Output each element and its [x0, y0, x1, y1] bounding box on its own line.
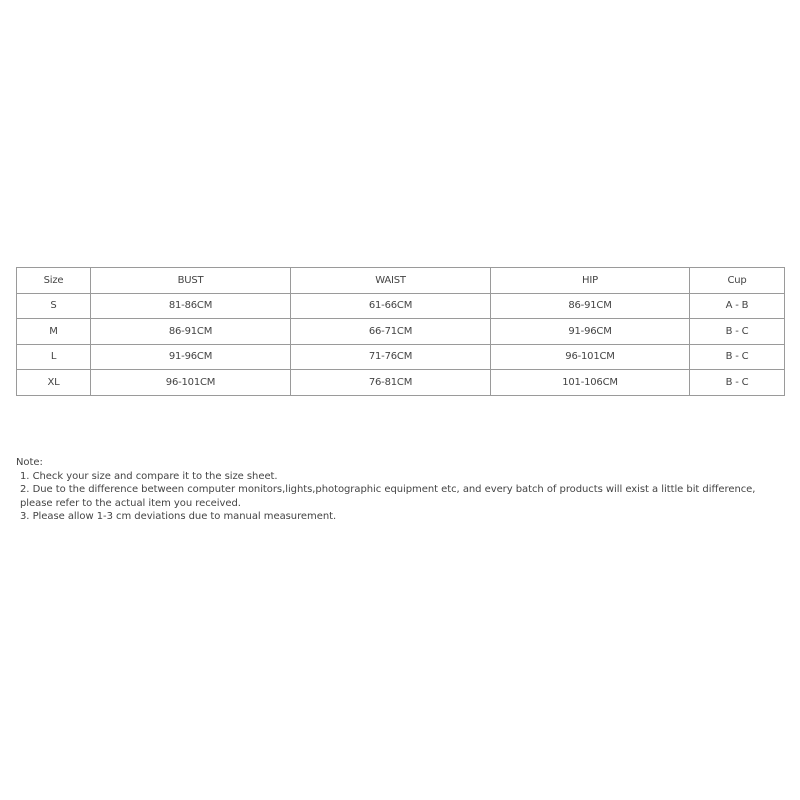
cell-size: L	[17, 344, 91, 370]
cell-hip: 86-91CM	[491, 293, 690, 319]
note-line-2: 2. Due to the difference between computer monitors,lights,photographic equipment etc, and every batch of products will exist a little bit difference,	[20, 484, 756, 495]
cell-hip: 96-101CM	[491, 344, 690, 370]
header-waist: WAIST	[291, 268, 491, 294]
cell-waist: 71-76CM	[291, 344, 491, 370]
cell-hip: 91-96CM	[491, 319, 690, 345]
cell-bust: 86-91CM	[91, 319, 291, 345]
cell-cup: B - C	[690, 370, 785, 396]
table-header-row	[17, 268, 785, 294]
note-line-3: 3. Please allow 1-3 cm deviations due to manual measurement.	[20, 511, 337, 522]
header-size: Size	[17, 268, 91, 294]
notes-section	[16, 456, 791, 524]
table-row	[17, 344, 785, 370]
size-chart-table	[16, 267, 785, 396]
cell-size: M	[17, 319, 91, 345]
cell-size: XL	[17, 370, 91, 396]
header-hip: HIP	[491, 268, 690, 294]
cell-bust: 96-101CM	[91, 370, 291, 396]
cell-cup: B - C	[690, 344, 785, 370]
cell-bust: 91-96CM	[91, 344, 291, 370]
cell-hip: 101-106CM	[491, 370, 690, 396]
cell-waist: 76-81CM	[291, 370, 491, 396]
cell-size: S	[17, 293, 91, 319]
cell-waist: 66-71CM	[291, 319, 491, 345]
table-row	[17, 319, 785, 345]
table-row	[17, 293, 785, 319]
note-line-2-continued: please refer to the actual item you received.	[20, 497, 241, 509]
cell-bust: 81-86CM	[91, 293, 291, 319]
header-cup: Cup	[690, 268, 785, 294]
cell-cup: A - B	[690, 293, 785, 319]
notes-title: Note:	[16, 457, 43, 468]
table-row	[17, 370, 785, 396]
cell-cup: B - C	[690, 319, 785, 345]
cell-waist: 61-66CM	[291, 293, 491, 319]
header-bust: BUST	[91, 268, 291, 294]
note-line-1: 1. Check your size and compare it to the size sheet.	[20, 470, 278, 482]
